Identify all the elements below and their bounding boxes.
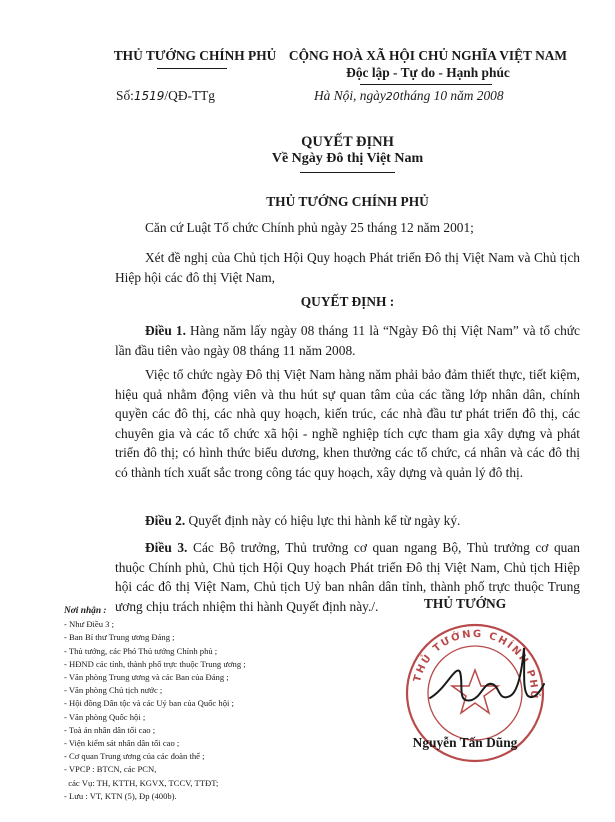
- recipient-list-title: Nơi nhận :: [64, 606, 107, 616]
- preamble-proposal: Xét đề nghị của Chủ tịch Hội Quy hoạch Phát triển Đô thị Việt Nam và Chủ tịch Hiệp hội các đô thị Việt Nam,: [115, 250, 580, 285]
- nation-title: CỘNG HOÀ XÃ HỘI CHỦ NGHĨA VIỆT NAM: [288, 48, 568, 63]
- article-3-text: Các Bộ trưởng, Thủ trưởng cơ quan ngang Bộ, Thủ trưởng cơ quan thuộc Chính phủ, Chủ tịch Hội Quy hoạch Phát triển Đô thị Việt Nam, Chủ tịch Hiệp hội các đô thị Việt Nam, Chủ tịch Uỷ ban nhân dân tỉnh, thành phố trực thuộc Trung ương chịu trách nhiệm thi hành Quyết định này./.: [115, 540, 580, 614]
- recipient-item: - VPCP : BTCN, các PCN,: [64, 764, 157, 775]
- article-1: [115, 321, 580, 360]
- signature-stroke: [430, 648, 544, 701]
- doc-number-prefix: Số:: [116, 88, 134, 103]
- date-prefix: Hà Nội, ngày: [314, 88, 386, 103]
- recipient-item: - Cơ quan Trung ương của các đoàn thể ;: [64, 751, 205, 762]
- authority-heading: THỦ TƯỚNG CHÍNH PHỦ: [266, 194, 429, 209]
- document-subject: Về Ngày Đô thị Việt Nam: [271, 151, 424, 166]
- doc-number-handwritten: 1519: [133, 89, 165, 103]
- article-3-label: Điều 3.: [145, 540, 188, 555]
- recipient-item: - Hội đồng Dân tộc và các Uỷ ban của Quốc hội ;: [64, 698, 234, 709]
- recipient-item: - Thủ tướng, các Phó Thủ tướng Chính phủ ;: [64, 645, 218, 656]
- article-2-label: Điều 2.: [145, 513, 186, 528]
- recipient-item: - Ban Bí thư Trung ương Đảng ;: [64, 632, 175, 643]
- title-rule: [300, 172, 395, 173]
- recipient-item: - Văn phòng Trung ương và các Ban của Đảng ;: [64, 672, 229, 683]
- date-day-handwritten: 20: [385, 90, 400, 103]
- date-suffix: tháng 10 năm 2008: [399, 88, 504, 103]
- article-1-label: Điều 1.: [145, 323, 186, 338]
- recipient-item: - Toà án nhân dân tối cao ;: [64, 724, 156, 735]
- preamble-legal-basis: Căn cứ Luật Tổ chức Chính phủ ngày 25 tháng 12 năm 2001;: [145, 220, 474, 235]
- article-1-text: Hàng năm lấy ngày 08 tháng 11 là “Ngày Đô thị Việt Nam” và tổ chức lần đầu tiên vào ngày 08 tháng 11 năm 2008.: [115, 323, 580, 358]
- document-type: QUYẾT ĐỊNH: [301, 134, 394, 150]
- recipient-item: - Văn phòng Quốc hội ;: [64, 711, 146, 722]
- article-2-text: Quyết định này có hiệu lực thi hành kể từ ngày ký.: [188, 513, 461, 528]
- article-2: [115, 511, 580, 531]
- recipient-item: - Lưu : VT, KTN (5), Đp (400b).: [64, 790, 177, 801]
- decides-heading: QUYẾT ĐỊNH :: [300, 294, 395, 309]
- article-1-paragraph-2: Việc tổ chức ngày Đô thị Việt Nam hàng năm phải bảo đảm thiết thực, tiết kiệm, hiệu quả nhằm động viên và thu hút sự quan tâm của các tầng lớp nhân dân, chính quyền các đô thị, các nhà quy hoạch, kiến trúc, các nhà đầu tư phát triển đô thị, các chuyên gia và các tổ chức xã hội - nghề nghiệp tích cực tham gia xây dựng và phát triển đô thị; có hình thức biểu dương, khen thưởng các tổ chức, cá nhân và các đô thị có thành tích xuất sắc trong công tác quy hoạch, xây dựng và quản lý đô thị.: [115, 367, 580, 480]
- recipient-item: - Văn phòng Chủ tịch nước ;: [64, 685, 163, 696]
- document-number: [116, 88, 215, 104]
- recipient-item: - Viện kiểm sát nhân dân tối cao ;: [64, 738, 180, 749]
- recipient-list: [64, 605, 246, 803]
- signature-role: THỦ TƯỚNG: [423, 596, 507, 611]
- signer-name: Nguyễn Tấn Dũng: [412, 735, 518, 750]
- seal-text: THỦ TƯỚNG CHÍNH PHỦ: [412, 628, 540, 701]
- header-left-rule: [157, 68, 227, 69]
- doc-number-suffix: /QĐ-TTg: [164, 88, 215, 103]
- handwritten-signature: [420, 640, 550, 720]
- header-right-rule: [360, 84, 492, 85]
- national-motto: Độc lập - Tự do - Hạnh phúc: [346, 65, 510, 80]
- recipient-item: - Như Điều 3 ;: [64, 619, 115, 630]
- recipient-item: - HĐND các tỉnh, thành phố trực thuộc Trung ương ;: [64, 658, 246, 669]
- recipient-item: các Vụ: TH, KTTH, KGVX, TCCV, TTĐT;: [64, 777, 219, 788]
- issuing-authority: THỦ TƯỚNG CHÍNH PHỦ: [113, 48, 277, 63]
- issue-date: [314, 88, 504, 104]
